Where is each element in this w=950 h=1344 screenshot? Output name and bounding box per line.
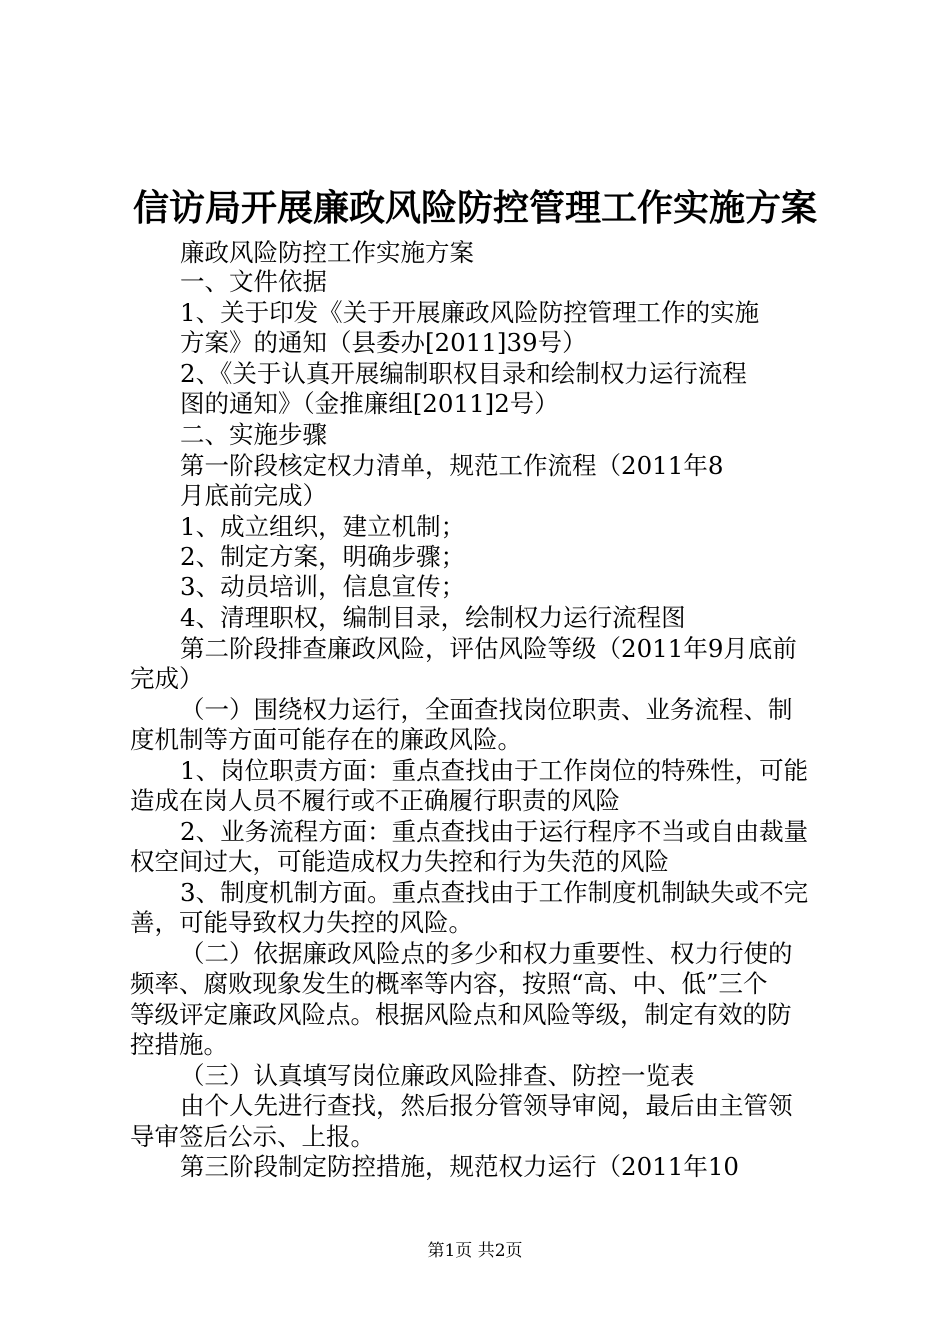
text-line: 3、制度机制方面。重点查找由于工作制度机制缺失或不完 bbox=[180, 878, 809, 907]
text-line: 1、岗位职责方面：重点查找由于工作岗位的特殊性，可能 bbox=[180, 756, 809, 785]
text-line: 第三阶段制定防控措施，规范权力运行（2011年10 bbox=[180, 1152, 740, 1181]
document-title: 信访局开展廉政风险防控管理工作实施方案 bbox=[132, 187, 817, 229]
text-line: 2、《关于认真开展编制职权目录和绘制权力运行流程 bbox=[180, 359, 747, 388]
text-line: 第二阶段排查廉政风险，评估风险等级（2011年9月底前 bbox=[180, 634, 797, 663]
text-line: 度机制等方面可能存在的廉政风险。 bbox=[130, 725, 522, 754]
text-line: 第一阶段核定权力清单，规范工作流程（2011年8 bbox=[180, 451, 724, 480]
text-line: 1、关于印发《关于开展廉政风险防控管理工作的实施 bbox=[180, 298, 760, 327]
text-line: 2、业务流程方面：重点查找由于运行程序不当或自由裁量 bbox=[180, 817, 809, 846]
text-line: 月底前完成） bbox=[180, 481, 327, 510]
text-line: 频率、腐败现象发生的概率等内容，按照“高、中、低”三个 bbox=[130, 969, 768, 998]
text-line: 1、成立组织，建立机制； bbox=[180, 512, 466, 541]
text-line: 方案》的通知（县委办[2011]39号） bbox=[180, 328, 587, 357]
text-line: 由个人先进行查找，然后报分管领导审阅，最后由主管领 bbox=[180, 1091, 793, 1120]
text-line: （三）认真填写岗位廉政风险排查、防控一览表 bbox=[180, 1061, 695, 1090]
page-footer: 第1页 共2页 bbox=[427, 1241, 523, 1261]
text-line: 3、动员培训，信息宣传； bbox=[180, 572, 466, 601]
text-line: 善，可能导致权力失控的风险。 bbox=[130, 908, 473, 937]
text-line: 一、文件依据 bbox=[180, 267, 327, 296]
text-line: 2、制定方案，明确步骤； bbox=[180, 542, 466, 571]
text-line: （二）依据廉政风险点的多少和权力重要性、权力行使的 bbox=[180, 939, 793, 968]
text-line: 造成在岗人员不履行或不正确履行职责的风险 bbox=[130, 786, 620, 815]
text-line: 完成） bbox=[130, 664, 204, 693]
text-line: 二、实施步骤 bbox=[180, 420, 327, 449]
text-line: 控措施。 bbox=[130, 1030, 228, 1059]
text-line: 4、清理职权，编制目录，绘制权力运行流程图 bbox=[180, 603, 686, 632]
text-line: 廉政风险防控工作实施方案 bbox=[180, 238, 474, 267]
text-line: （一）围绕权力运行，全面查找岗位职责、业务流程、制 bbox=[180, 695, 793, 724]
text-line: 导审签后公示、上报。 bbox=[130, 1122, 375, 1151]
text-line: 权空间过大，可能造成权力失控和行为失范的风险 bbox=[130, 847, 669, 876]
text-line: 等级评定廉政风险点。根据风险点和风险等级，制定有效的防 bbox=[130, 1000, 792, 1029]
text-line: 图的通知》（金推廉组[2011]2号） bbox=[180, 389, 559, 418]
